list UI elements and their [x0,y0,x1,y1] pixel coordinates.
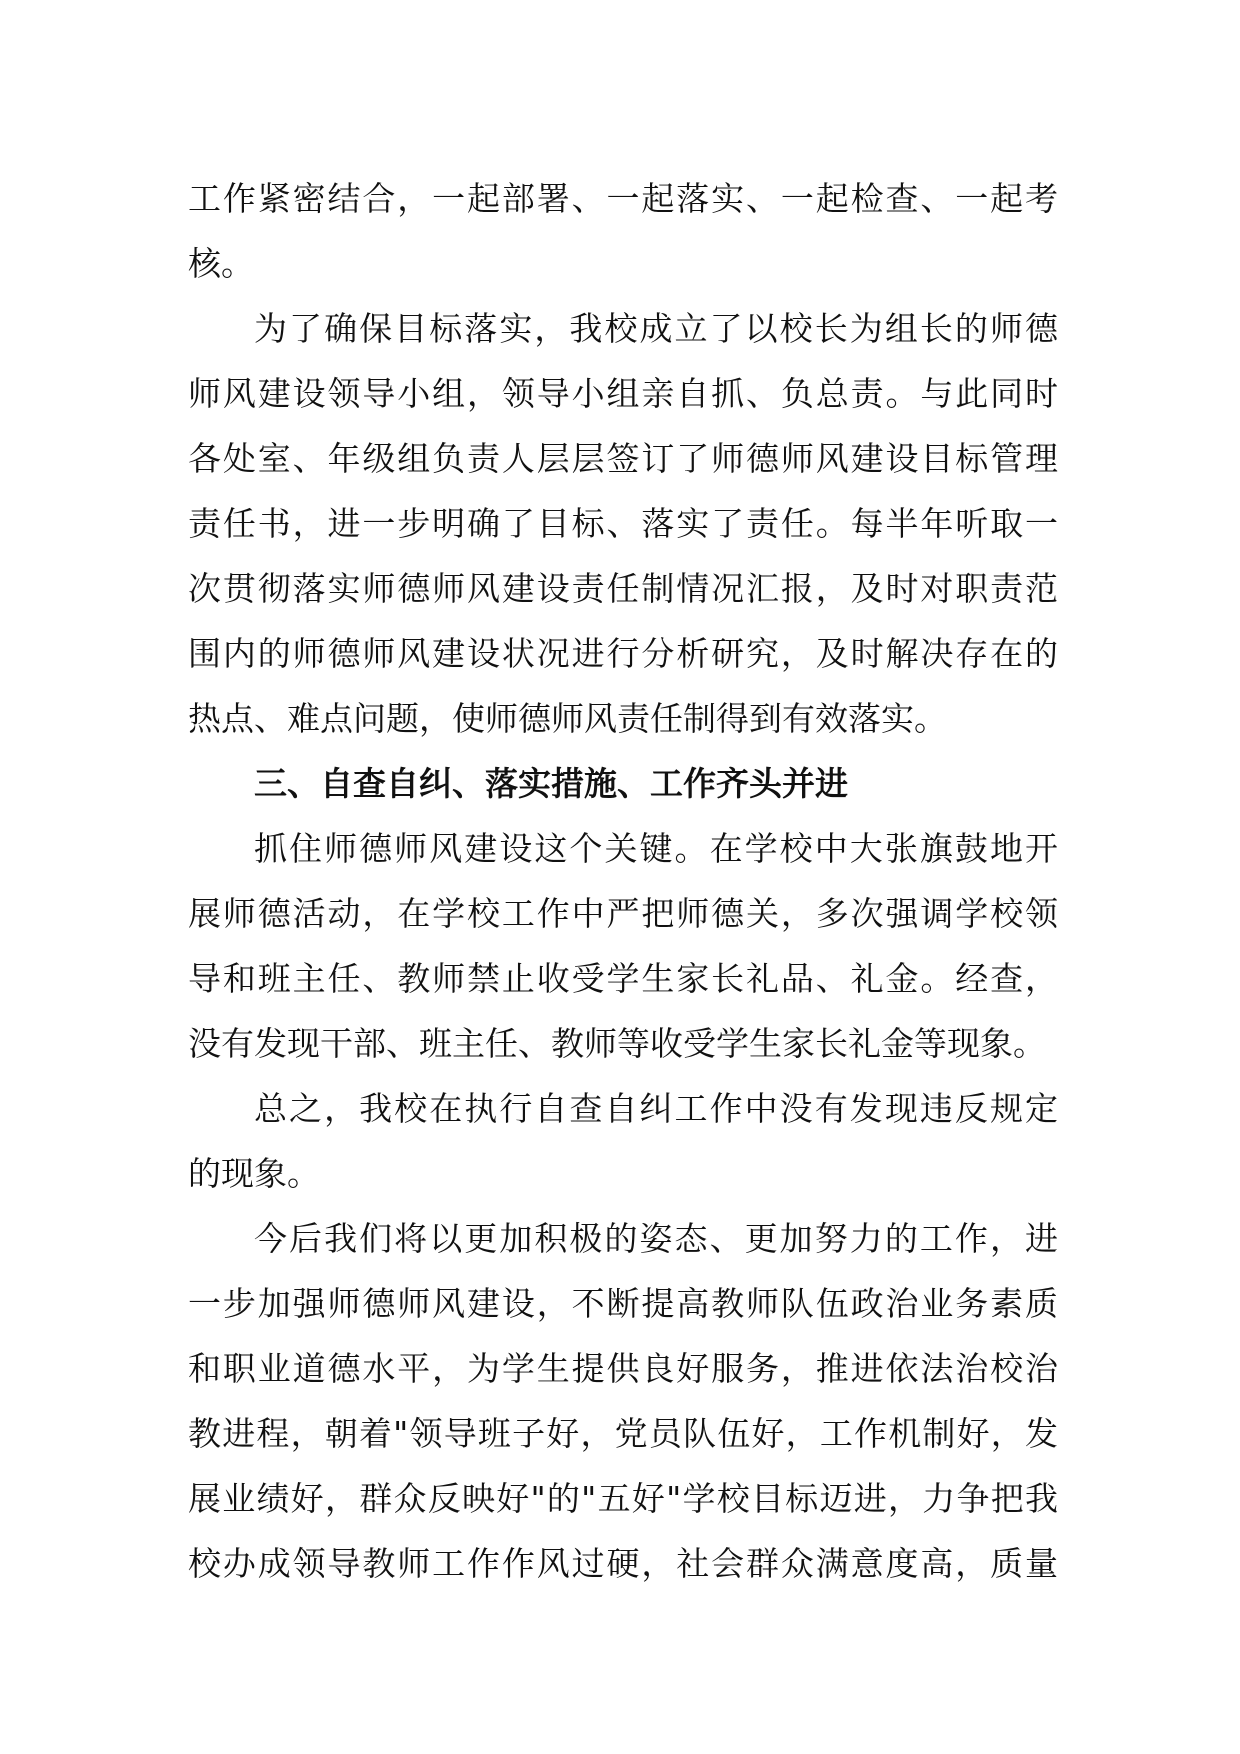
text-line: 师风建设领导小组，领导小组亲自抓、负总责。与此同时 [188,374,1058,413]
text-line: 一步加强师德师风建设，不断提高教师队伍政治业务素质 [188,1284,1058,1323]
section-heading: 三、自查自纠、落实措施、工作齐头并进 [254,764,848,803]
text-line: 各处室、年级组负责人层层签订了师德师风建设目标管理 [188,439,1058,478]
text-line: 抓住师德师风建设这个关键。在学校中大张旗鼓地开 [254,829,1058,868]
text-line: 的现象。 [188,1154,320,1193]
text-line: 热点、难点问题，使师德师风责任制得到有效落实。 [188,699,947,738]
text-line: 为了确保目标落实，我校成立了以校长为组长的师德 [254,309,1058,348]
text-line: 导和班主任、教师禁止收受学生家长礼品、礼金。经查， [188,959,1058,998]
text-line: 责任书，进一步明确了目标、落实了责任。每半年听取一 [188,504,1058,543]
text-line: 总之，我校在执行自查自纠工作中没有发现违反规定 [254,1089,1058,1128]
text-line: 展师德活动，在学校工作中严把师德关，多次强调学校领 [188,894,1058,933]
text-line: 和职业道德水平，为学生提供良好服务，推进依法治校治 [188,1349,1058,1388]
text-line: 校办成领导教师工作作风过硬，社会群众满意度高，质量 [188,1544,1058,1583]
text-line: 次贯彻落实师德师风建设责任制情况汇报，及时对职责范 [188,569,1058,608]
text-line: 围内的师德师风建设状况进行分析研究，及时解决存在的 [188,634,1058,673]
text-line: 今后我们将以更加积极的姿态、更加努力的工作，进 [254,1219,1058,1258]
text-line: 展业绩好，群众反映好"的"五好"学校目标迈进，力争把我 [188,1479,1058,1518]
document-body [188,166,1058,1596]
text-line: 工作紧密结合，一起部署、一起落实、一起检查、一起考 [188,179,1058,218]
text-line: 没有发现干部、班主任、教师等收受学生家长礼金等现象。 [188,1024,1046,1063]
text-line: 核。 [188,244,254,283]
text-line: 教进程，朝着"领导班子好，党员队伍好，工作机制好，发 [188,1414,1058,1453]
